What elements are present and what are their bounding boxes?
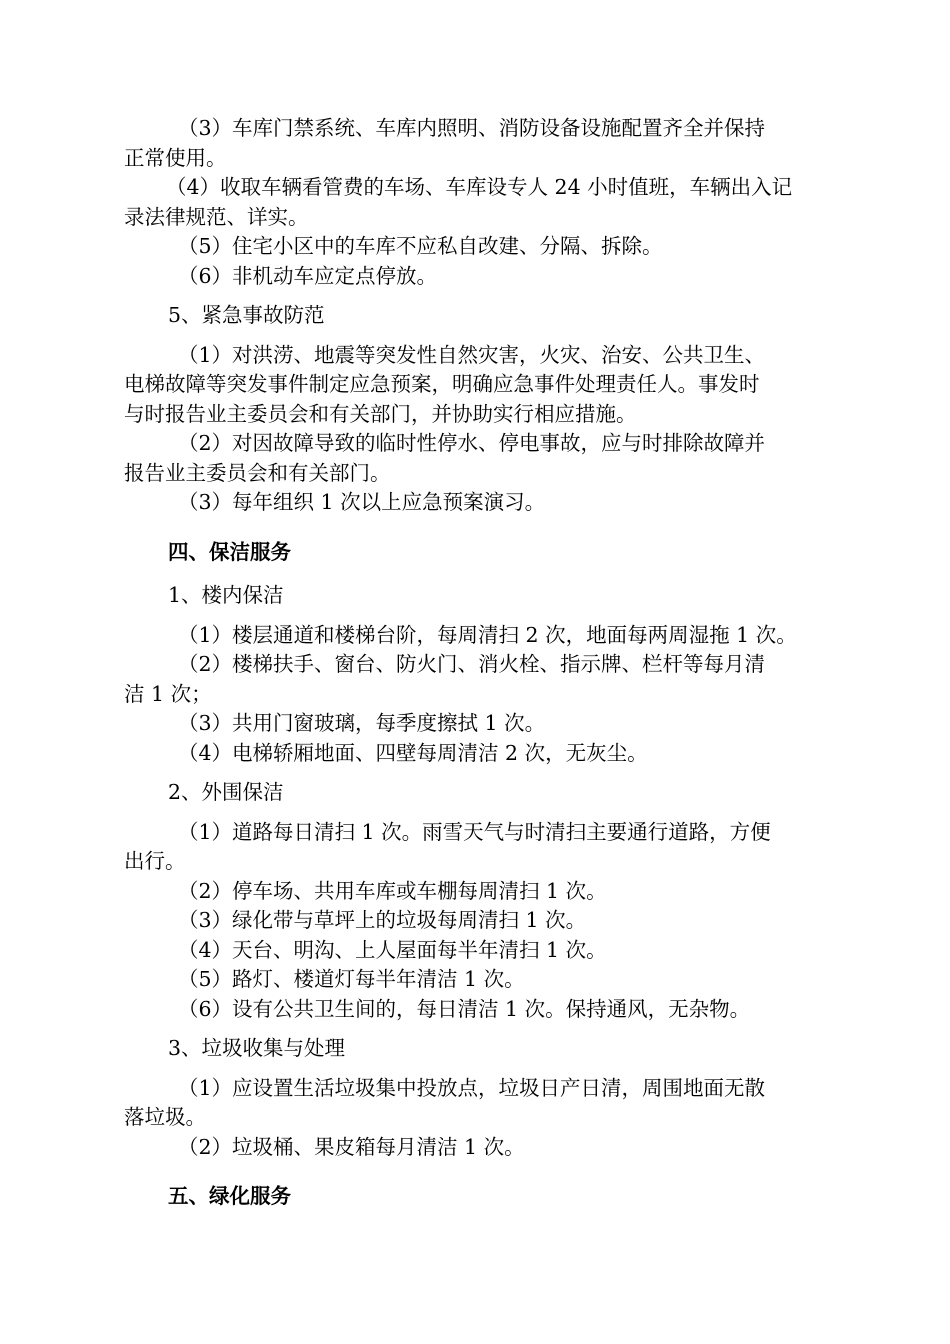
section-heading: 五、绿化服务 [168,1184,291,1208]
paragraph-line: （1）应设置生活垃圾集中投放点，垃圾日产日清，周围地面无散 [178,1075,766,1100]
paragraph-line: （3）绿化带与草坪上的垃圾每周清扫 1 次。 [178,908,587,932]
paragraph-line: 落垃圾。 [124,1105,206,1129]
paragraph-line: 报告业主委员会和有关部门。 [124,460,391,485]
paragraph-line: （4）收取车辆看管费的车场、车库设专人 24 小时值班，车辆出入记 [166,175,793,199]
paragraph-line: （1）楼层通道和楼梯台阶，每周清扫 2 次，地面每两周湿拖 1 次。 [178,622,797,647]
subsection-heading: 1、楼内保洁 [168,583,284,607]
paragraph-line: （5）住宅小区中的车库不应私自改建、分隔、拆除。 [178,234,663,258]
paragraph-line: 正常使用。 [124,145,227,170]
subsection-heading: 2、外围保洁 [168,780,284,804]
paragraph-line: （2）楼梯扶手、窗台、防火门、消火栓、指示牌、栏杆等每月清 [178,652,766,676]
paragraph-line: （4）电梯轿厢地面、四壁每周清洁 2 次，无灰尘。 [178,740,648,765]
paragraph-line: （6）设有公共卫生间的，每日清洁 1 次。保持通风，无杂物。 [178,996,751,1021]
paragraph-line: 出行。 [124,849,186,873]
paragraph-line: （1）对洪涝、地震等突发性自然灾害，火灾、治安、公共卫生、 [178,342,766,367]
document-body [124,114,830,1212]
paragraph-line: （1）道路每日清扫 1 次。雨雪天气与时清扫主要通行道路，方便 [178,819,771,844]
paragraph-line: （4）天台、明沟、上人屋面每半年清扫 1 次。 [178,937,607,962]
paragraph-line: 电梯故障等突发事件制定应急预案，明确应急事件处理责任人。事发时 [124,372,760,396]
paragraph-line: （2）对因故障导致的临时性停水、停电事故，应与时排除故障并 [178,431,766,455]
paragraph-line: （3）共用门窗玻璃，每季度擦拭 1 次。 [178,711,546,735]
paragraph-line: 录法律规范、详实。 [124,204,309,229]
paragraph-line: （6）非机动车应定点停放。 [178,263,438,288]
subsection-heading: 5、紧急事故防范 [168,303,325,327]
section-heading: 四、保洁服务 [168,539,291,564]
paragraph-line: 与时报告业主委员会和有关部门，并协助实行相应措施。 [124,401,637,426]
paragraph-line: 洁 1 次； [124,681,212,706]
paragraph-line: （2）停车场、共用车库或车棚每周清扫 1 次。 [178,878,607,903]
subsection-heading: 3、垃圾收集与处理 [168,1036,346,1060]
paragraph-line: （5）路灯、楼道灯每半年清洁 1 次。 [178,967,525,991]
paragraph-line: （3）每年组织 1 次以上应急预案演习。 [178,490,546,514]
paragraph-line: （2）垃圾桶、果皮箱每月清洁 1 次。 [178,1134,525,1159]
paragraph-line: （3）车库门禁系统、车库内照明、消防设备设施配置齐全并保持 [178,116,766,140]
